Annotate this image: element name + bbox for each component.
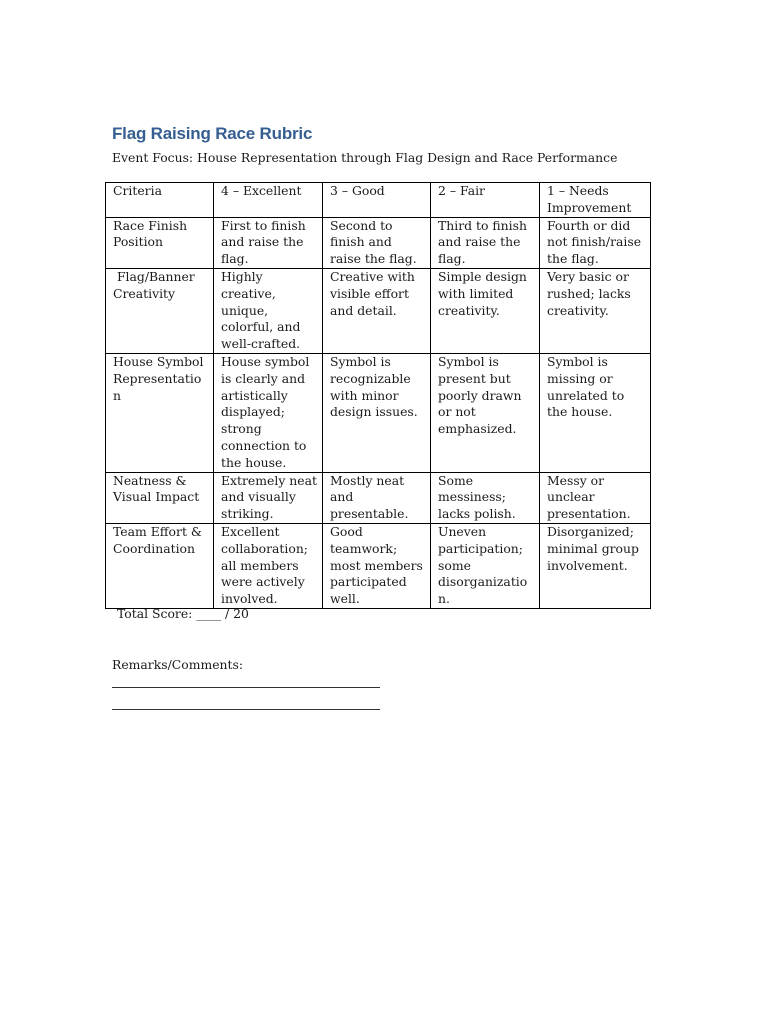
criteria-cell: Neatness & Visual Impact — [106, 472, 214, 523]
table-cell: Extremely neat and visually striking. — [214, 472, 323, 523]
table-cell: Highly creative, unique, colorful, and well-crafted. — [214, 268, 323, 353]
header-cell: 1 – Needs Improvement — [540, 183, 651, 218]
table-cell: Good teamwork; most members participated well. — [323, 523, 431, 608]
remarks-line — [112, 687, 380, 688]
table-row — [106, 472, 651, 523]
table-cell: Uneven participation; some disorganization. — [431, 523, 540, 608]
criteria-cell: House Symbol Representation — [106, 353, 214, 472]
table-cell: Messy or unclear presentation. — [540, 472, 651, 523]
table-cell: Very basic or rushed; lacks creativity. — [540, 268, 651, 353]
header-cell: 4 – Excellent — [214, 183, 323, 218]
criteria-cell: Flag/Banner Creativity — [106, 268, 214, 353]
remarks-label: Remarks/Comments: — [112, 657, 244, 672]
table-cell: Symbol is recognizable with minor design issues. — [323, 353, 431, 472]
header-cell: Criteria — [106, 183, 214, 218]
table-cell: Fourth or did not finish/raise the flag. — [540, 217, 651, 268]
header-cell: 3 – Good — [323, 183, 431, 218]
table-cell: Mostly neat and presentable. — [323, 472, 431, 523]
table-row — [106, 353, 651, 472]
table-row — [106, 523, 651, 608]
table-cell: First to finish and raise the flag. — [214, 217, 323, 268]
table-cell: Simple design with limited creativity. — [431, 268, 540, 353]
table-cell: Symbol is present but poorly drawn or not emphasized. — [431, 353, 540, 472]
table-cell: Third to finish and raise the flag. — [431, 217, 540, 268]
remarks-line — [112, 709, 380, 710]
table-cell: House symbol is clearly and artistically displayed; strong connection to the house. — [214, 353, 323, 472]
table-cell: Symbol is missing or unrelated to the house. — [540, 353, 651, 472]
table-cell: Disorganized; minimal group involvement. — [540, 523, 651, 608]
header-cell: 2 – Fair — [431, 183, 540, 218]
table-row — [106, 217, 651, 268]
rubric-table — [105, 182, 651, 609]
table-cell: Second to finish and raise the flag. — [323, 217, 431, 268]
table-cell: Excellent collaboration; all members were actively involved. — [214, 523, 323, 608]
total-score: Total Score: ____ / 20 — [117, 606, 249, 621]
table-cell: Some messiness; lacks polish. — [431, 472, 540, 523]
event-focus: Event Focus: House Representation through Flag Design and Race Performance — [112, 150, 618, 165]
table-row — [106, 268, 651, 353]
page-title: Flag Raising Race Rubric — [112, 124, 313, 143]
table-cell: Creative with visible effort and detail. — [323, 268, 431, 353]
table-header-row — [106, 183, 651, 218]
criteria-cell: Team Effort & Coordination — [106, 523, 214, 608]
criteria-cell: Race Finish Position — [106, 217, 214, 268]
